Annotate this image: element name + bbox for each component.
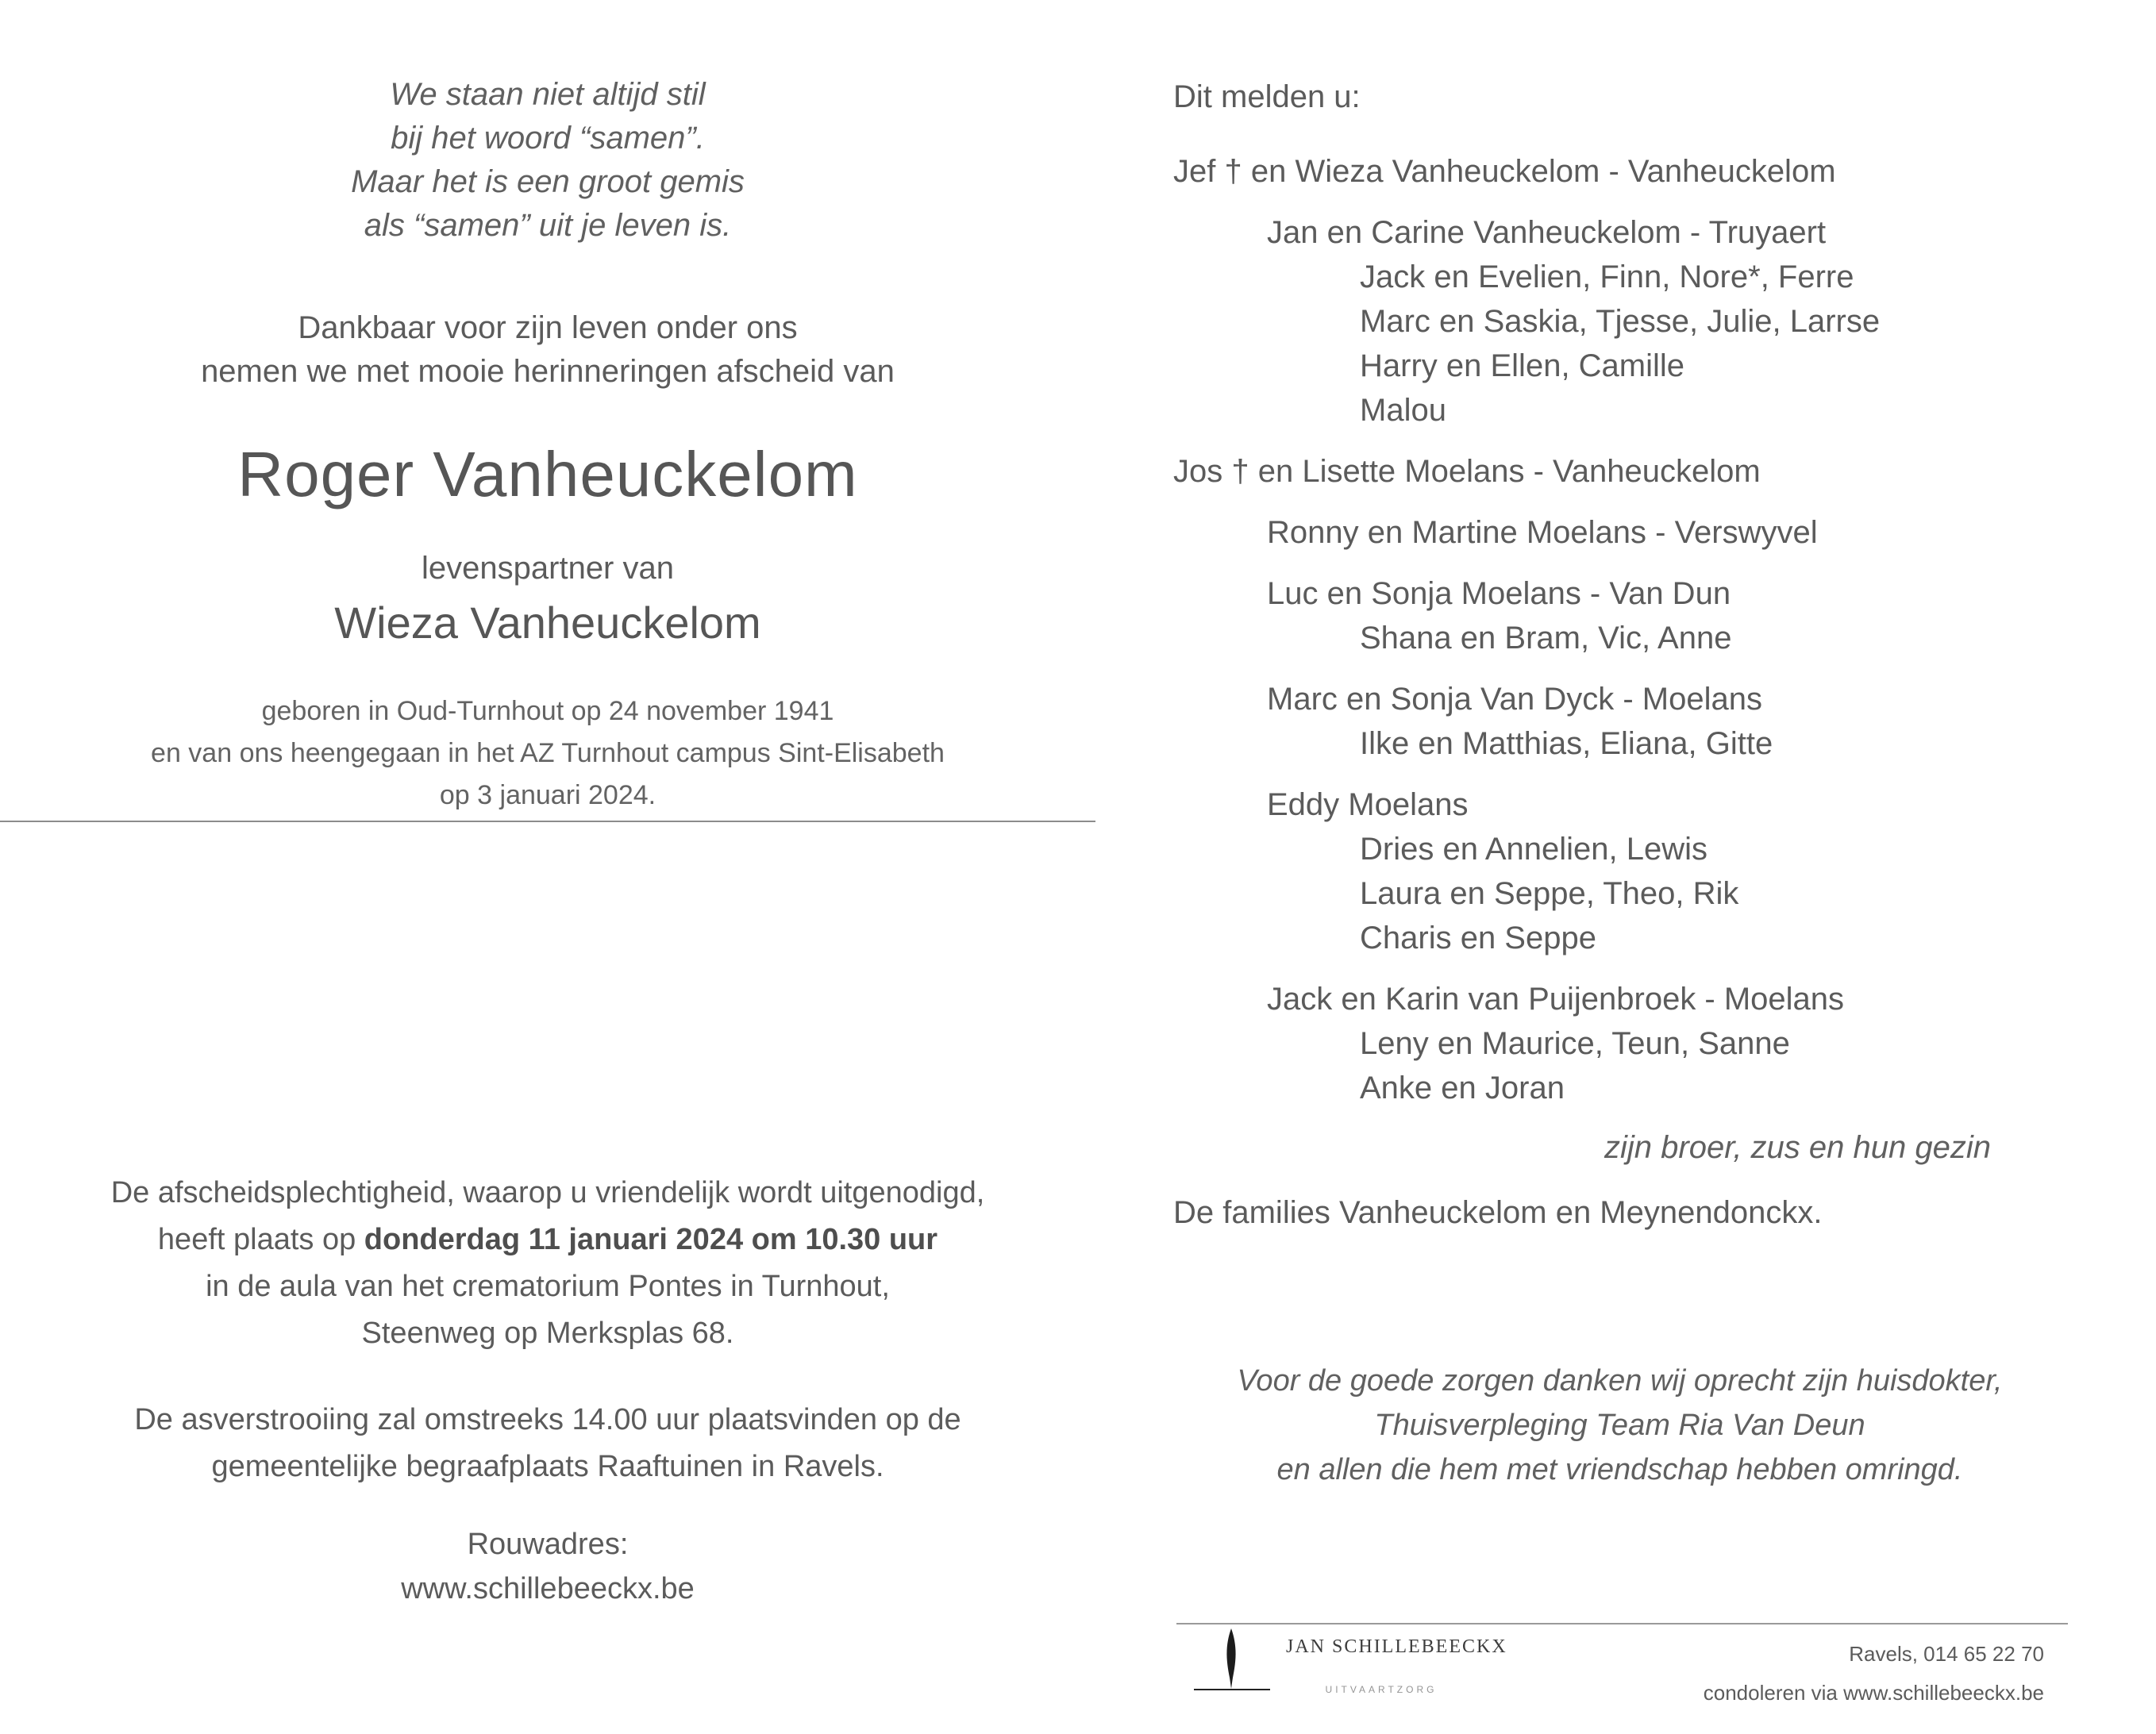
scattering-line: De asverstrooiing zal omstreeks 14.00 uur plaatsvinden op de <box>134 1403 961 1436</box>
family-line: Jos † en Lisette Moelans - Vanheuckelom <box>1173 454 1761 489</box>
ash-scattering-details <box>0 1397 1095 1490</box>
partner-name: Wieza Vanheuckelom <box>334 598 761 648</box>
ceremony-line <box>0 1217 1095 1263</box>
ceremony-details <box>0 1170 1095 1357</box>
families-line: De families Vanheuckelom en Meynendonckx. <box>1173 1195 1823 1230</box>
birth-line: geboren in Oud-Turnhout op 24 november 1941 <box>261 696 834 726</box>
footer-rule <box>1176 1623 2068 1624</box>
ceremony-line: Steenweg op Merksplas 68. <box>361 1317 734 1350</box>
family-line: Laura en Seppe, Theo, Rik <box>1360 876 1739 911</box>
sibling-note: zijn broer, zus en hun gezin <box>1604 1130 1991 1165</box>
thanks-text <box>1173 1359 2066 1492</box>
family-list <box>1173 149 1991 1110</box>
family-line: Marc en Sonja Van Dyck - Moelans <box>1267 682 1762 717</box>
scattering-line: gemeentelijke begraafplaats Raaftuinen in Ravels. <box>211 1450 884 1483</box>
announcement-heading: Dit melden u: <box>1173 79 1361 114</box>
poem-line: als “samen” uit je leven is. <box>364 208 732 243</box>
family-line: Jack en Karin van Puijenbroek - Moelans <box>1267 982 1845 1017</box>
thanks-line: Voor de goede zorgen danken wij oprecht zijn huisdokter, <box>1237 1364 2003 1398</box>
ceremony-line: in de aula van het crematorium Pontes in Turnhout, <box>206 1270 890 1303</box>
relation-label: levenspartner van <box>422 551 674 586</box>
family-line: Charis en Seppe <box>1360 921 1596 955</box>
ceremony-line: De afscheidsplechtigheid, waarop u vriendelijk wordt uitgenodigd, <box>110 1176 985 1209</box>
death-line: en van ons heengegaan in het AZ Turnhout campus Sint-Elisabeth <box>151 738 945 768</box>
thanks-line: en allen die hem met vriendschap hebben omringd. <box>1276 1453 1963 1486</box>
death-date-line: op 3 januari 2024. <box>439 780 656 810</box>
footer-condolence-url: condoleren via www.schillebeeckx.be <box>1703 1681 2044 1705</box>
family-line: Jef † en Wieza Vanheuckelom - Vanheuckelom <box>1173 154 1836 189</box>
footer-phone: Ravels, 014 65 22 70 <box>1849 1642 2044 1666</box>
family-line: Leny en Maurice, Teun, Sanne <box>1360 1026 1790 1061</box>
poem <box>0 73 1095 248</box>
mourning-address-label: Rouwadres: <box>467 1528 629 1561</box>
family-line: Jack en Evelien, Finn, Nore*, Ferre <box>1360 260 1854 294</box>
family-line: Luc en Sonja Moelans - Van Dun <box>1267 576 1731 611</box>
family-line: Ilke en Matthias, Eliana, Gitte <box>1360 726 1773 761</box>
mourning-address-url: www.schillebeeckx.be <box>401 1572 695 1605</box>
right-page <box>1173 0 2078 1734</box>
ceremony-line-prefix: heeft plaats op <box>157 1223 364 1256</box>
intro-line: Dankbaar voor zijn leven onder ons <box>298 310 798 345</box>
family-line: Dries en Annelien, Lewis <box>1360 832 1708 867</box>
funeral-home-tagline: UITVAARTZORG <box>1325 1684 1438 1695</box>
family-line: Eddy Moelans <box>1267 787 1469 822</box>
poem-line: Maar het is een groot gemis <box>351 164 745 199</box>
deceased-name: Roger Vanheuckelom <box>237 439 858 509</box>
family-line: Anke en Joran <box>1360 1071 1565 1105</box>
family-line: Shana en Bram, Vic, Anne <box>1360 621 1732 656</box>
ceremony-datetime: donderdag 11 januari 2024 om 10.30 uur <box>364 1223 938 1256</box>
poem-line: bij het woord “samen”. <box>391 121 705 156</box>
family-line: Malou <box>1360 393 1446 428</box>
intro-line: nemen we met mooie herinneringen afscheid van <box>201 354 895 389</box>
footer-contact <box>1647 1635 2044 1713</box>
cypress-tree-icon <box>1222 1628 1240 1689</box>
section-divider <box>0 821 1095 822</box>
life-dates <box>0 690 1095 817</box>
funeral-home-name: JAN SCHILLEBEECKX <box>1286 1636 1507 1657</box>
logo-base-line <box>1194 1689 1270 1690</box>
mourning-address <box>0 1522 1095 1611</box>
intro-text <box>0 306 1095 394</box>
family-line: Marc en Saskia, Tjesse, Julie, Larrse <box>1360 304 1881 339</box>
family-line: Harry en Ellen, Camille <box>1360 348 1685 383</box>
family-line: Jan en Carine Vanheuckelom - Truyaert <box>1267 215 1827 250</box>
thanks-line: Thuisverpleging Team Ria Van Deun <box>1374 1409 1865 1442</box>
family-line: Ronny en Martine Moelans - Verswyvel <box>1267 515 1818 550</box>
poem-line: We staan niet altijd stil <box>390 77 706 112</box>
